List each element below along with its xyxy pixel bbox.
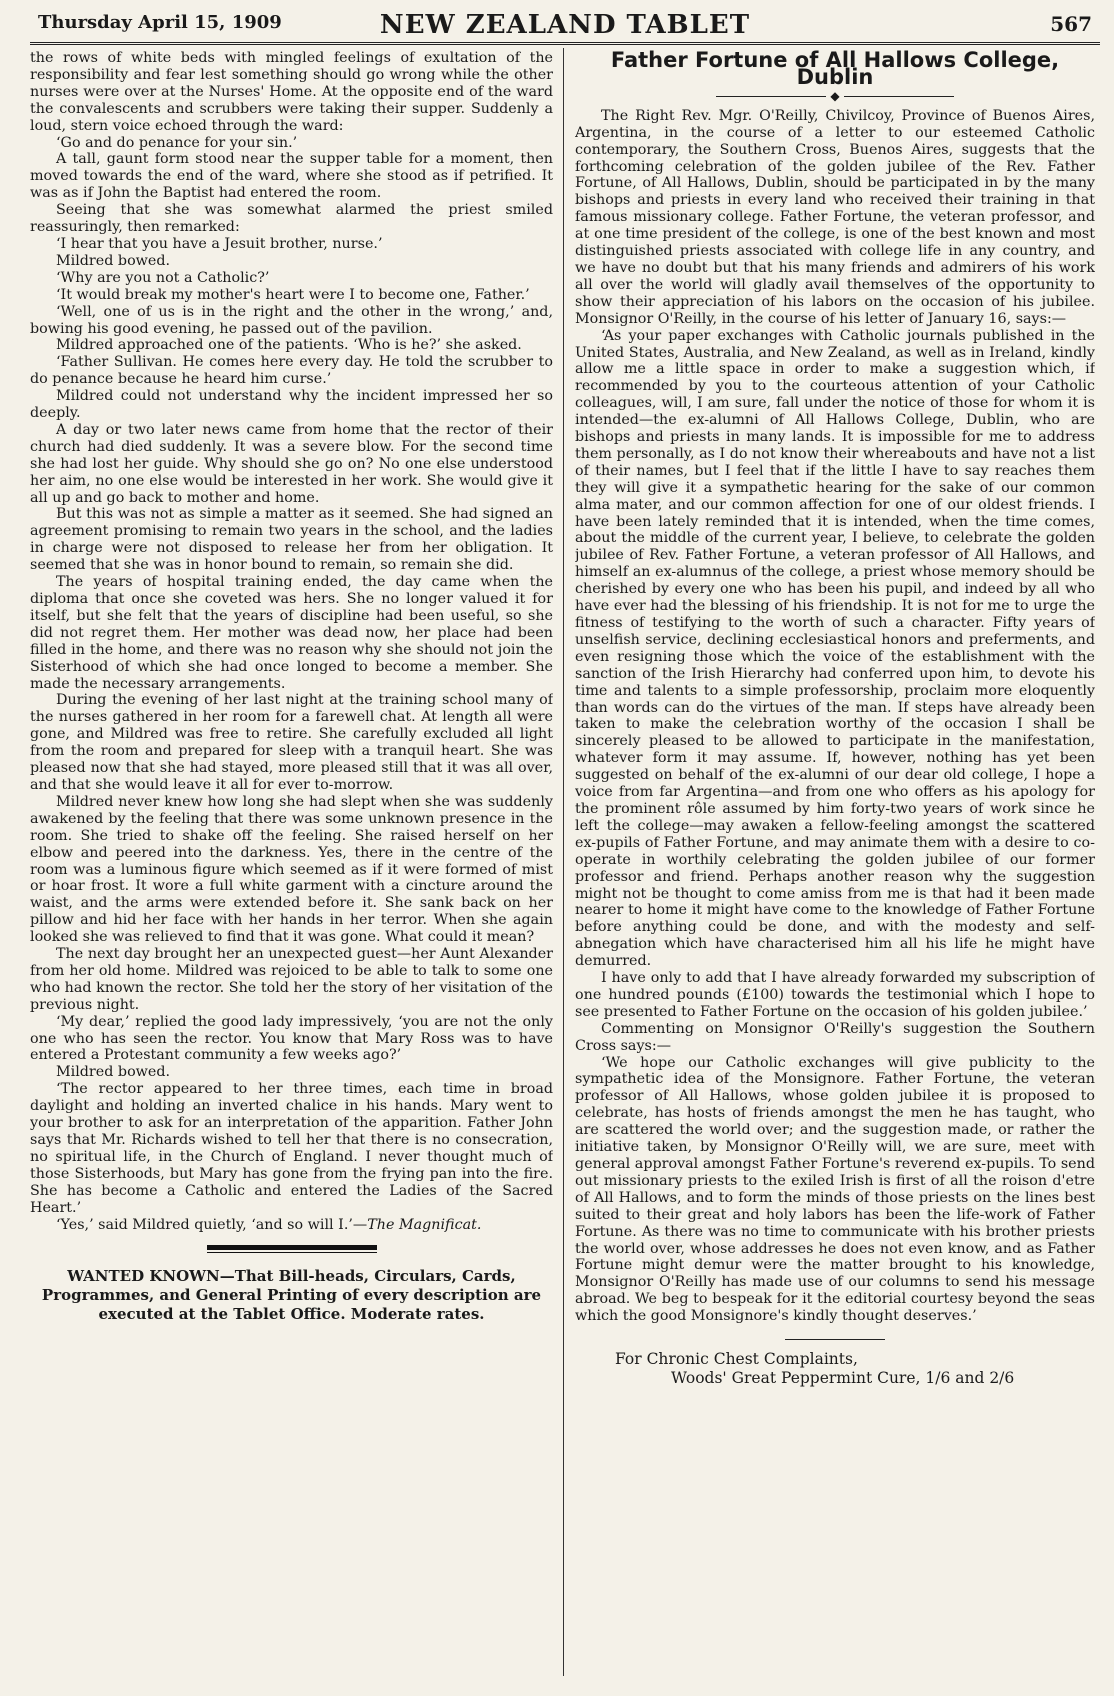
- article-paragraph: The Right Rev. Mgr. O'Reilly, Chivilcoy, Province of Buenos Aires, Argentina, in the course of a letter to our esteemed Catholic contemporary, the Southern Cross, Buenos Aires, suggests that the forthcoming celebration of the golden jubilee of the Rev. Father Fortune, of All Hallows, Dublin, should be participated in by the many bishops and priests in every land who received their training in that famous missionary college. Father Fortune, the veteran professor, and at one time president of the college, is one of the best known and most distinguished priests associated with college life in any country, and we have no doubt but that his many friends and admirers of his work all over the world will gladly avail themselves of the opportunity to show their appreciation of his labors on the occasion of his jubilee. Monsignor O'Reilly, in the course of his letter of January 16, says:—: [575, 107, 1095, 327]
- title-ornament: ◆: [575, 90, 1095, 102]
- story-paragraph: The years of hospital training ended, the day came when the diploma that once she coveted was hers. She no longer valued it for itself, but she felt that the years of discipline had been useful, so she did not regret them. Her mother was dead now, her place had been filled in the home, and there was no reason why she should not join the Sisterhood of which she had once longed to become a member. She made the necessary arrangements.: [30, 574, 553, 692]
- story-paragraph: the rows of white beds with mingled feelings of exultation of the responsibility and fear lest something should go wrong while the other nurses were over at the Nurses' Home. At the opposite end of the ward the convalescents and scrubbers were taking their supper. Suddenly a loud, stern voice echoed through the ward:: [30, 50, 553, 134]
- left-column: [30, 50, 553, 1688]
- story-paragraph: ‘Why are you not a Catholic?’: [56, 269, 270, 286]
- story-paragraph: ‘My dear,’ replied the good lady impressively, ‘you are not the only one who has seen the rector. You know that Mary Ross was to have entered a Protestant community a few weeks ago?’: [30, 1013, 553, 1064]
- story-closing: [30, 1217, 553, 1234]
- story-paragraph: A tall, gaunt form stood near the supper table for a moment, then moved towards the end of the ward, where she stood as if petrified. It was as if John the Baptist had entered the room.: [30, 151, 553, 202]
- notice-rule: [785, 1339, 885, 1340]
- column-divider: [563, 48, 564, 1676]
- right-column: [575, 50, 1095, 1688]
- article-title: Father Fortune of All Hallows College, Dublin: [610, 50, 1060, 89]
- section-rule: [207, 1245, 377, 1253]
- notice-line-1: For Chronic Chest Complaints,: [615, 1350, 858, 1369]
- story-paragraph: Seeing that she was somewhat alarmed the priest smiled reassuringly, then remarked:: [30, 202, 553, 236]
- newspaper-title: NEW ZEALAND TABLET: [379, 10, 751, 40]
- story-paragraph: But this was not as simple a matter as it seemed. She had signed an agreement promising to remain two years in the school, and the ladies in charge were not disposed to release her from her obligation. It seemed that she was in honor bound to remain, so remain she did.: [30, 506, 553, 574]
- article-paragraph: I have only to add that I have already forwarded my subscription of one hundred pounds (£100) towards the testimonial which I hope to see presented to Father Fortune on the occasion of his golden jubilee.’: [575, 970, 1095, 1020]
- closing-source: The Magnificat.: [367, 1216, 482, 1233]
- issue-date: Thursday April 15, 1909: [38, 12, 282, 33]
- story-paragraph: Mildred approached one of the patients. ‘Who is he?’ she asked.: [56, 337, 522, 354]
- story-paragraph: During the evening of her last night at the training school many of the nurses gathered in her room for a farewell chat. At length all were gone, and Mildred was free to retire. She carefully excluded all light from the room and prepared for sleep with a tranquil heart. She was pleased now that she had stayed, more pleased still that it was all over, and that she would leave it all for ever to-morrow.: [30, 692, 553, 793]
- story-paragraph: Mildred bowed.: [56, 252, 171, 269]
- masthead: [30, 8, 1100, 45]
- story-paragraph: A day or two later news came from home that the rector of their church had died suddenly. It was a severe blow. For the second time she had lost her guide. Why should she go on? No one else understood her aim, no one else would be interested in her work. She would give it all up and go back to mother and home.: [30, 421, 553, 506]
- story-paragraph: ‘Father Sullivan. He comes here every day. He told the scrubber to do penance because he heard him curse.’: [30, 354, 553, 388]
- story-paragraph: Mildred could not understand why the incident impressed her so deeply.: [30, 388, 553, 422]
- story-paragraph: Mildred bowed.: [56, 1064, 171, 1081]
- page-number: 567: [1050, 12, 1092, 36]
- article-paragraph: ‘As your paper exchanges with Catholic journals published in the United States, Australia, and New Zealand, as well as in Ireland, kindly allow me a little space in order to make a suggestion which, if recommended by you to the courteous attention of your Catholic colleagues, will, I am sure, fall under the notice of those for whom it is intended—the ex-alumni of All Hallows College, Dublin, who are bishops and priests in many lands. It is impossible for me to address them personally, as I do not know their whereabouts and have not a list of their names, but I feel that if the little I have to say reaches them they will give it a sympathetic hearing for the sake of our common alma mater, and our common affection for one of our oldest friends. I have been lately reminded that it is intended, when the time comes, about the middle of the current year, I believe, to celebrate the golden jubilee of Rev. Father Fortune, a veteran professor of All Hallows, and himself an ex-alumnus of the college, a priest whose memory should be cherished by every one who has been his pupil, and indeed by all who have ever had the blessing of his friendship. It is not for me to urge the fitness of testifying to the worth of such a character. Fifty years of unselfish service, declining ecclesiastical honors and preferments, and even resigning those which the voice of the establishment with the sanction of the Irish Hierarchy had conferred upon him, to devote his time and talents to a simple professorship, proclaim more eloquently than words can do the virtues of the man. If steps have already been taken to make the celebration worthy of the occasion I shall be sincerely pleased to be allowed to participate in the manifestation, whatever form it may assume. If, however, nothing has yet been suggested on behalf of the ex-alumni of our dear old college, I hope a voice from far Argentina—and from one who offers as his apology for the prominent rôle assumed by him forty-two years of work since he left the college—may awaken a fellow-feeling amongst the scattered ex-pupils of Father Fortune, and may animate them with a desire to co-operate in worthily celebrating the golden jubilee of our former professor and friend. Perhaps another reason why the suggestion might not be thought to come amiss from me is that had it been made nearer to home it might have come to the knowledge of Father Fortune before anything could be done, and with the modesty and self-abnegation which have characterised him all his life he might have demurred.: [575, 327, 1095, 970]
- notice-line-2: Woods' Great Peppermint Cure, 1/6 and 2/6: [671, 1369, 1015, 1388]
- article-paragraph: Commenting on Monsignor O'Reilly's suggestion the Southern Cross says:—: [575, 1020, 1095, 1054]
- article-paragraph: ‘We hope our Catholic exchanges will give publicity to the sympathetic idea of the Monsignore. Father Fortune, the veteran professor of All Hallows, whose golden jubilee it is proposed to celebrate, has hosts of friends amongst the men he has taught, who are scattered the world over; and the suggestion made, or rather the initiative taken, by Monsignor O'Reilly will, we are sure, meet with general approval amongst Father Fortune's reverend ex-pupils. To send out missionary priests to the exiled Irish is first of all the roison d'etre of All Hallows, and to form the minds of those priests on the lines best suited to their great and holy labors has been the life-work of Father Fortune. As there was no time to communicate with his brother priests the world over, whose addresses he does not even know, and as Father Fortune might demur were the matter brought to his knowledge, Monsignor O'Reilly has made use of our columns to send his message abroad. We beg to bespeak for it the editorial courtesy beyond the seas which the good Monsignore's kindly thought deserves.’: [575, 1054, 1095, 1325]
- story-paragraph: ‘Well, one of us is in the right and the other in the wrong,’ and, bowing his good evening, he passed out of the pavilion.: [30, 303, 553, 337]
- story-paragraph: ‘It would break my mother's heart were I to become one, Father.’: [56, 286, 530, 303]
- chest-remedy-notice: [575, 1350, 1095, 1388]
- story-paragraph: ‘Go and do penance for your sin.’: [56, 134, 298, 151]
- story-paragraph: The next day brought her an unexpected guest—her Aunt Alexander from her old home. Mildred was rejoiced to be able to talk to some one who had known the rector. She told her the story of her visitation of the previous night.: [30, 946, 553, 1013]
- closing-text: ‘Yes,’ said Mildred quietly, ‘and so will I.’—: [56, 1216, 368, 1233]
- story-paragraph: ‘The rector appeared to her three times, each time in broad daylight and holding an inverted chalice in his hands. Mary went to your brother to ask for an interpretation of the apparition. Father John says that Mr. Richards wished to tell her that there is no consecration, no spiritual life, in the Church of England. I never thought much of those Sisterhoods, but Mary has gone from the frying pan into the fire. She has become a Catholic and entered the Ladies of the Sacred Heart.’: [30, 1081, 553, 1216]
- printing-advertisement: WANTED KNOWN—That Bill-heads, Circulars, Cards, Programmes, and General Printing of every description are executed at the Tablet Office. Moderate rates.: [41, 1267, 542, 1324]
- story-paragraph: Mildred never knew how long she had slept when she was suddenly awakened by the feeling that there was some unknown presence in the room. She tried to shake off the feeling. She raised herself on her elbow and peered into the darkness. Yes, there in the centre of the room was a luminous figure which seemed as if it were formed of mist or hoar frost. It wore a full white garment with a cincture around the waist, and the arms were extended before it. She sank back on her pillow and hid her face with her hands in her terror. When she again looked she was relieved to find that it was gone. What could it mean?: [30, 793, 553, 946]
- story-paragraph: ‘I hear that you have a Jesuit brother, nurse.’: [56, 235, 383, 252]
